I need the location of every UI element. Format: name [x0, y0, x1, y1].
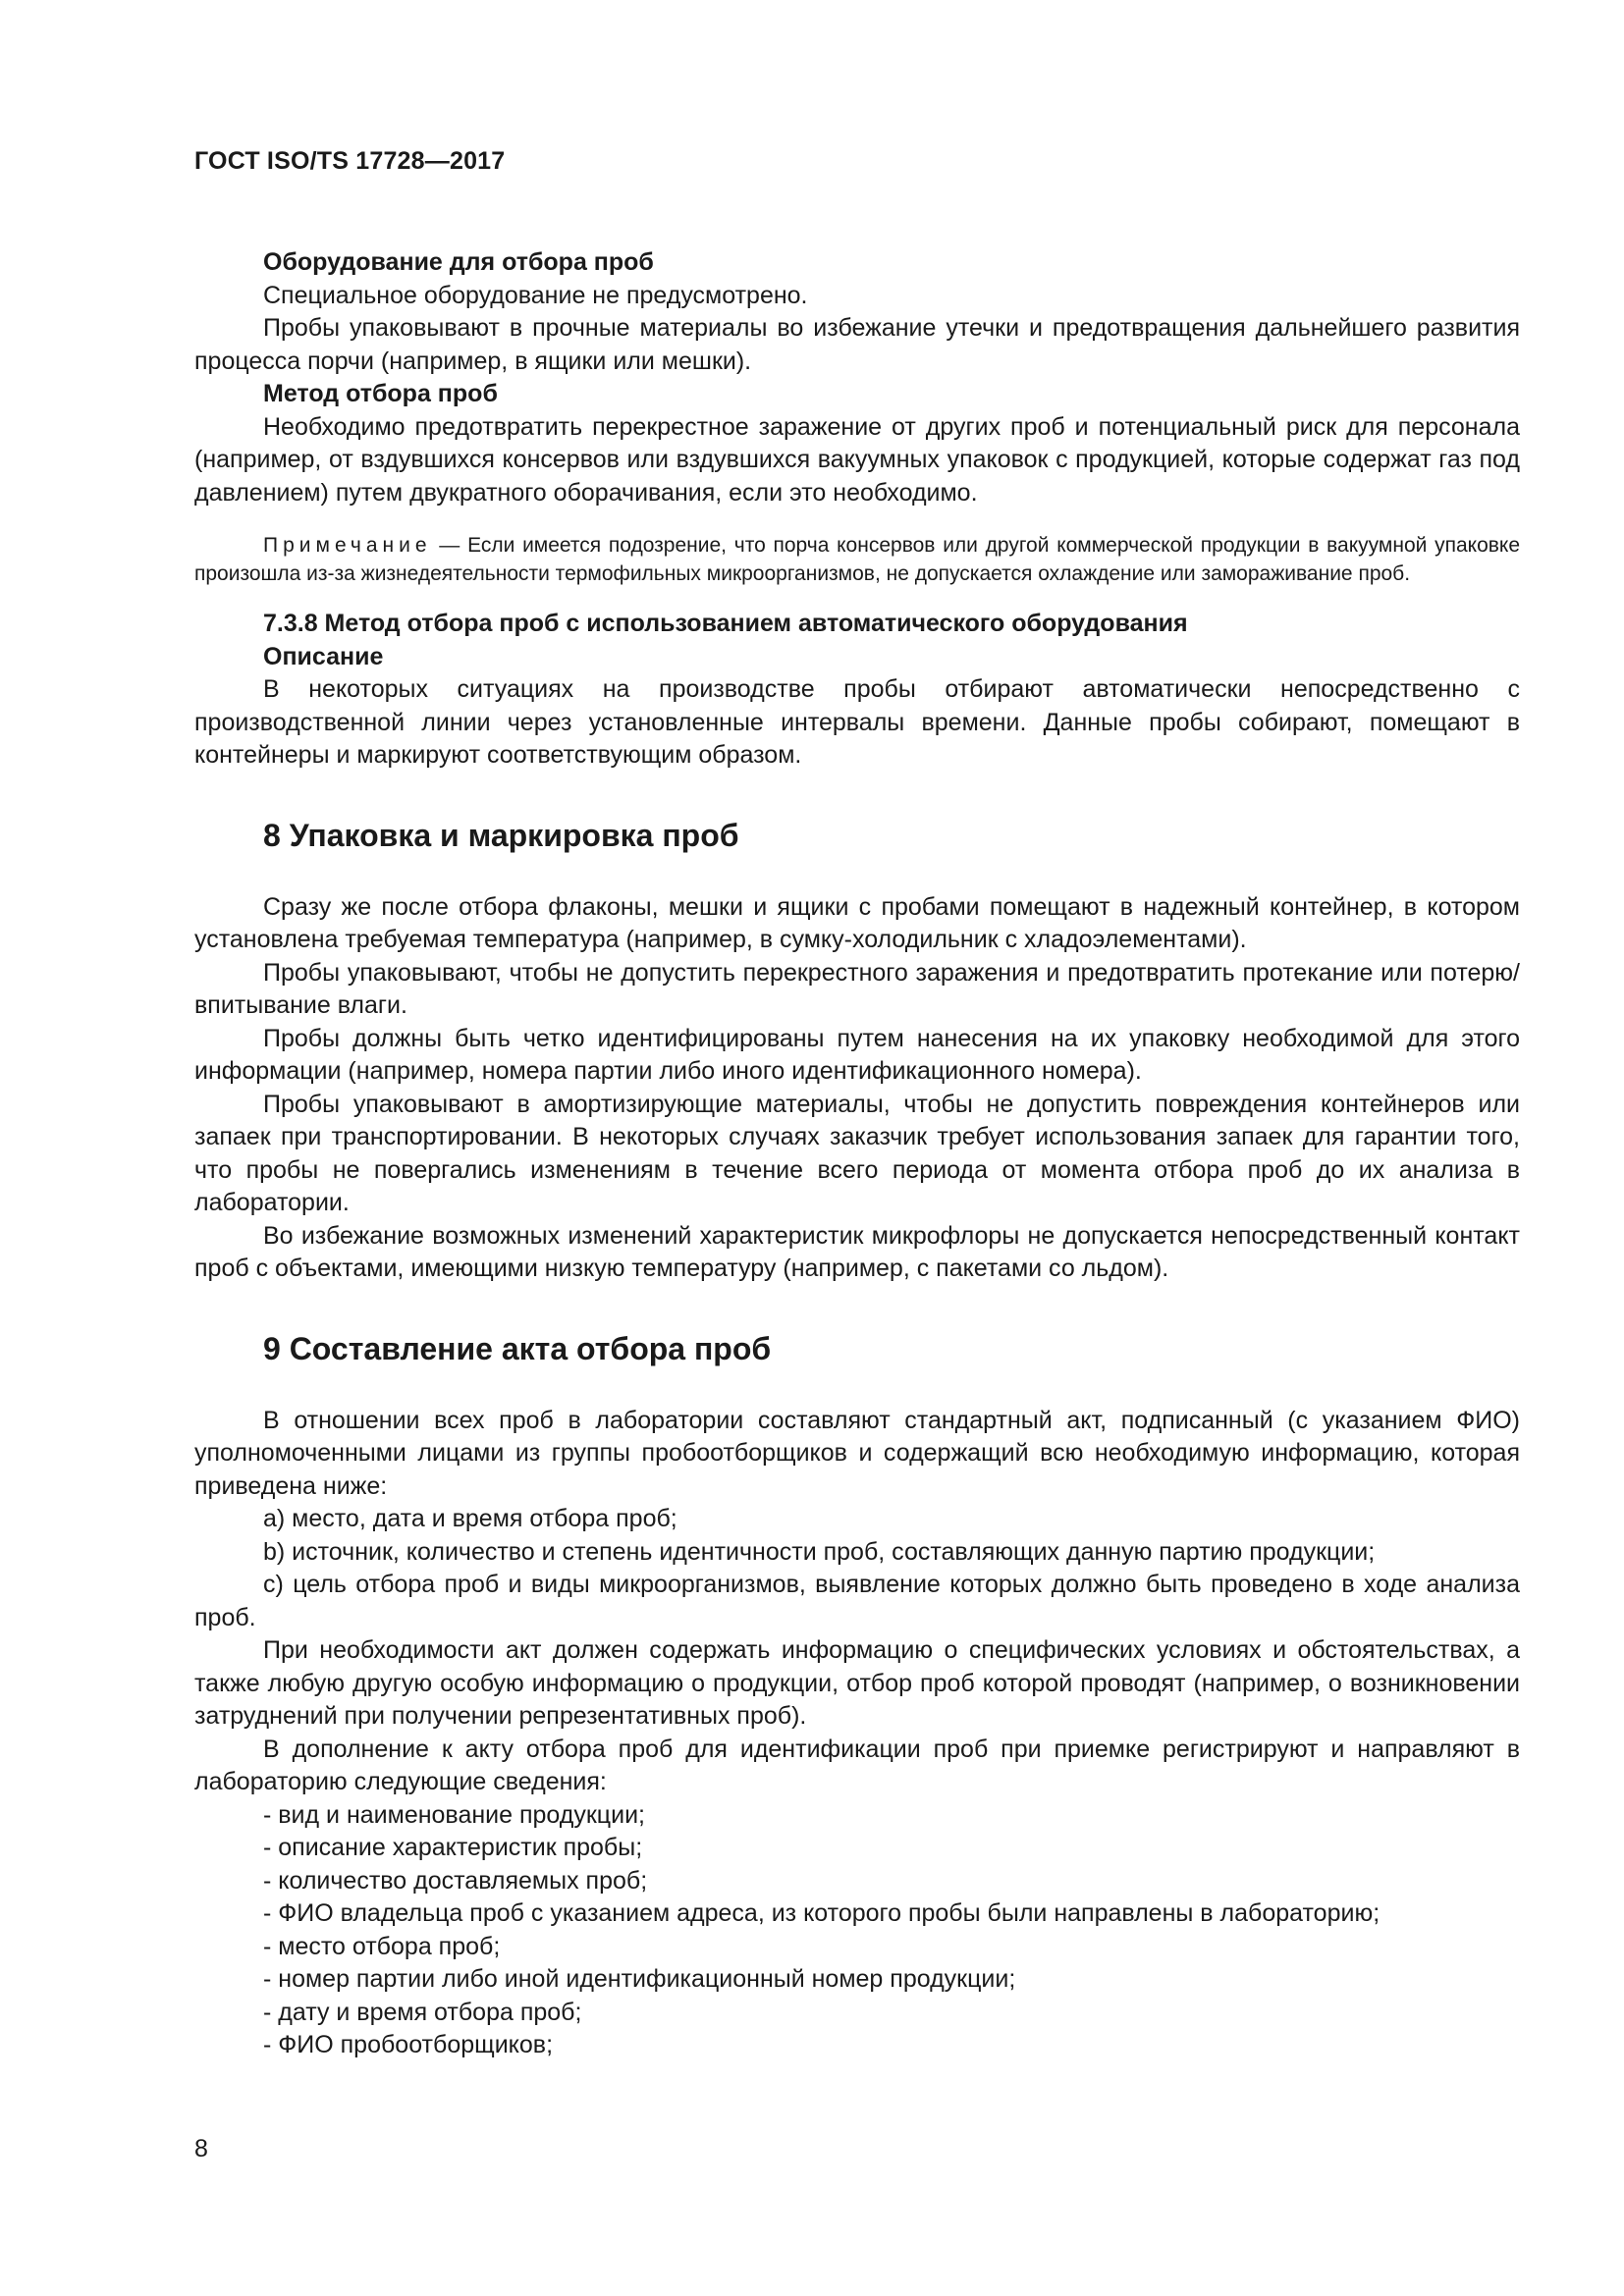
section-9-intro: В отношении всех проб в лаборатории составляют стандартный акт, подписанный (с указанием ФИО) уполномоченными лицами из группы пробоотборщиков и содержащий всю необходимую информацию, которая приведена ниже:	[194, 1406, 1520, 1500]
list-item: - описание характеристик пробы;	[263, 1834, 643, 1861]
section-7-3-8-subheading: Описание	[263, 642, 384, 670]
list-item: - место отбора проб;	[263, 1932, 501, 1960]
method-heading: Метод отбора проб	[263, 380, 498, 407]
section-9-item-a: a) место, дата и время отбора проб;	[263, 1505, 677, 1532]
section-8-paragraph-2: Пробы упаковывают, чтобы не допустить перекрестного заражения и предотвратить протекание или потерю/впитывание влаги.	[194, 958, 1520, 1019]
equipment-paragraph-2: Пробы упаковывают в прочные материалы во избежание утечки и предотвращения дальнейшего развития процесса порчи (например, в ящики или мешки).	[194, 314, 1520, 375]
method-paragraph-1: Необходимо предотвратить перекрестное заражение от других проб и потенциальный риск для персонала (например, от вздувшихся консервов или вздувшихся вакуумных упаковок с продукцией, которые содержат газ под давлением) путем двукратного оборачивания, если это необходимо.	[194, 412, 1520, 507]
page-number: 8	[194, 2135, 208, 2163]
document-page	[194, 147, 1520, 2062]
section-7-3-8-paragraph: В некоторых ситуациях на производстве пробы отбирают автоматически непосредственно с производственной линии через установленные интервалы времени. Данные пробы собирают, помещают в контейнеры и маркируют соответствующим образом.	[194, 675, 1520, 769]
list-item: - дату и время отбора проб;	[263, 1998, 582, 2026]
list-item: - ФИО пробоотборщиков;	[263, 2031, 554, 2058]
list-item: - номер партии либо иной идентификационный номер продукции;	[263, 1965, 1016, 1993]
note-text: Если имеется подозрение, что порча консервов или другой коммерческой продукции в вакуумной упаковке произошла из-за жизнедеятельности термофильных микроорганизмов, не допускается охлаждение или замораживание проб.	[194, 534, 1521, 585]
note	[194, 531, 1520, 588]
section-9-title: 9 Составление акта отбора проб	[263, 1330, 772, 1366]
list-item: - вид и наименование продукции;	[263, 1800, 645, 1829]
list-item: - ФИО владельца проб с указанием адреса, из которого пробы были направлены в лабораторию;	[263, 1899, 1380, 1927]
section-9-paragraph-2: При необходимости акт должен содержать информацию о специфических условиях и обстоятельствах, а также любую другую особую информацию о продукции, отбор проб которой проводят (например, о возникновении затруднений при получении репрезентативных проб).	[194, 1636, 1520, 1730]
section-8-paragraph-3: Пробы должны быть четко идентифицированы путем нанесения на их упаковку необходимой для этого информации (например, номера партии либо иного идентификационного номера).	[194, 1024, 1520, 1085]
equipment-heading: Оборудование для отбора проб	[263, 248, 654, 276]
equipment-paragraph-1: Специальное оборудование не предусмотрено.	[263, 281, 808, 309]
list-item: - количество доставляемых проб;	[263, 1866, 648, 1895]
document-header: ГОСТ ISO/TS 17728—2017	[194, 147, 506, 175]
section-8-paragraph-4: Пробы упаковывают в амортизирующие материалы, чтобы не допустить повреждения контейнеров или запаек при транспортировании. В некоторых случаях заказчик требует использования запаек для гарантии того, что пробы не повергались изменениям в течение всего периода от момента отбора проб до их анализа в лаборатории.	[194, 1090, 1520, 1216]
note-dash: —	[431, 534, 468, 557]
section-7-3-8-heading: 7.3.8 Метод отбора проб с использованием автоматического оборудования	[263, 610, 1188, 637]
section-9-item-c: c) цель отбора проб и виды микроорганизмов, выявление которых должно быть проведено в ходе анализа проб.	[194, 1571, 1520, 1631]
section-8-title: 8 Упаковка и маркировка проб	[263, 817, 739, 853]
section-9-dash-list	[194, 1799, 1520, 2062]
section-9-item-b: b) источник, количество и степень идентичности проб, составляющих данную партию продукции;	[263, 1537, 1376, 1566]
section-8-paragraph-1: Сразу же после отбора флаконы, мешки и ящики с пробами помещают в надежный контейнер, в котором установлена требуемая температура (например, в сумку-холодильник с хладоэлементами).	[194, 892, 1520, 953]
section-8-paragraph-5: Во избежание возможных изменений характеристик микрофлоры не допускается непосредственный контакт проб с объектами, имеющими низкую температуру (например, с пакетами со льдом).	[194, 1221, 1520, 1282]
note-label: Примечание	[263, 534, 432, 557]
section-9-paragraph-3: В дополнение к акту отбора проб для идентификации проб при приемке регистрируют и направляют в лабораторию следующие сведения:	[194, 1735, 1520, 1795]
